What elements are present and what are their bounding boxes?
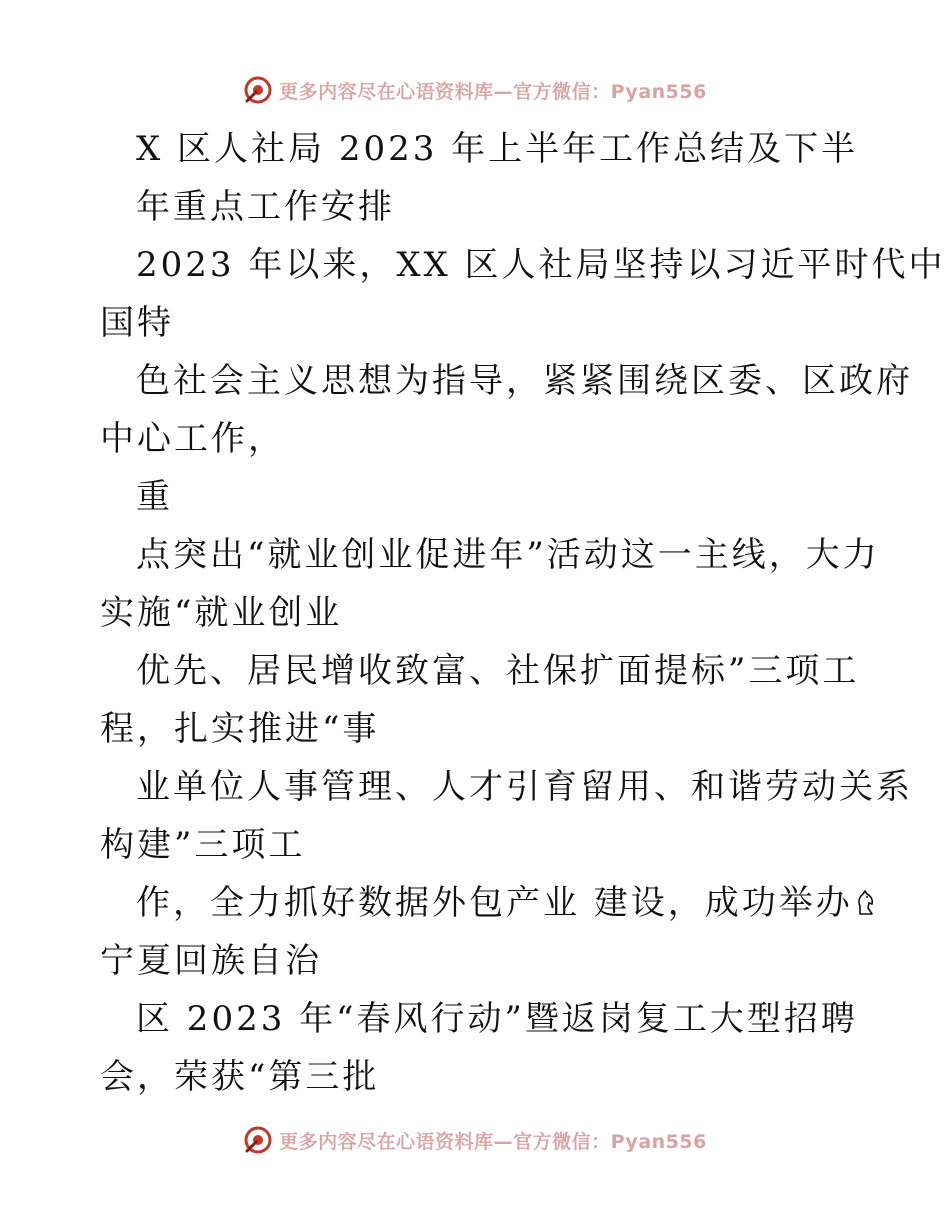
text-line: X 区人社局 2023 年上半年工作总结及下半 <box>136 129 859 169</box>
text-line: 年重点工作安排 <box>136 187 395 227</box>
text-line-with-mark <box>100 874 860 932</box>
footer-watermark-banner <box>0 1120 950 1160</box>
text-line: 会，荣获“第三批 <box>100 1057 380 1097</box>
horse-glyph-icon <box>853 888 879 918</box>
text-line: 业单位人事管理、人才引育留用、和谐劳动关系 <box>136 767 913 807</box>
header-watermark-text: 更多内容尽在心语资料库—官方微信：Pyan556 <box>279 80 707 103</box>
text-line: 国特 <box>100 303 174 343</box>
brand-logo-icon <box>243 75 273 105</box>
text-line: 点突出“就业创业促进年”活动这一主线，大力 <box>136 535 880 575</box>
text-line: 区 2023 年“春风行动”暨返岗复工大型招聘 <box>136 999 858 1039</box>
brand-logo-icon <box>243 1125 273 1155</box>
text-line: 宁夏回族自治 <box>100 941 322 981</box>
text-line: 程，扎实推进“事 <box>100 709 380 749</box>
footer-watermark-text: 更多内容尽在心语资料库—官方微信：Pyan556 <box>279 1130 707 1153</box>
text-line: 构建”三项工 <box>100 825 306 865</box>
text-line: 中心工作， <box>100 419 285 459</box>
text-line: 色社会主义思想为指导，紧紧围绕区委、区政府 <box>136 361 913 401</box>
text-line: 2023 年以来，XX 区人社局坚持以习近平时代中 <box>136 245 946 285</box>
document-body <box>100 120 946 1106</box>
header-watermark-banner <box>0 70 950 110</box>
text-line: 优先、居民增收致富、社保扩面提标”三项工 <box>136 651 860 691</box>
text-line-content: 作，全力抓好数据外包产业 建设，成功举办 <box>136 883 853 923</box>
text-line: 实施“就业创业 <box>100 593 343 633</box>
text-line: 重 <box>136 477 173 517</box>
